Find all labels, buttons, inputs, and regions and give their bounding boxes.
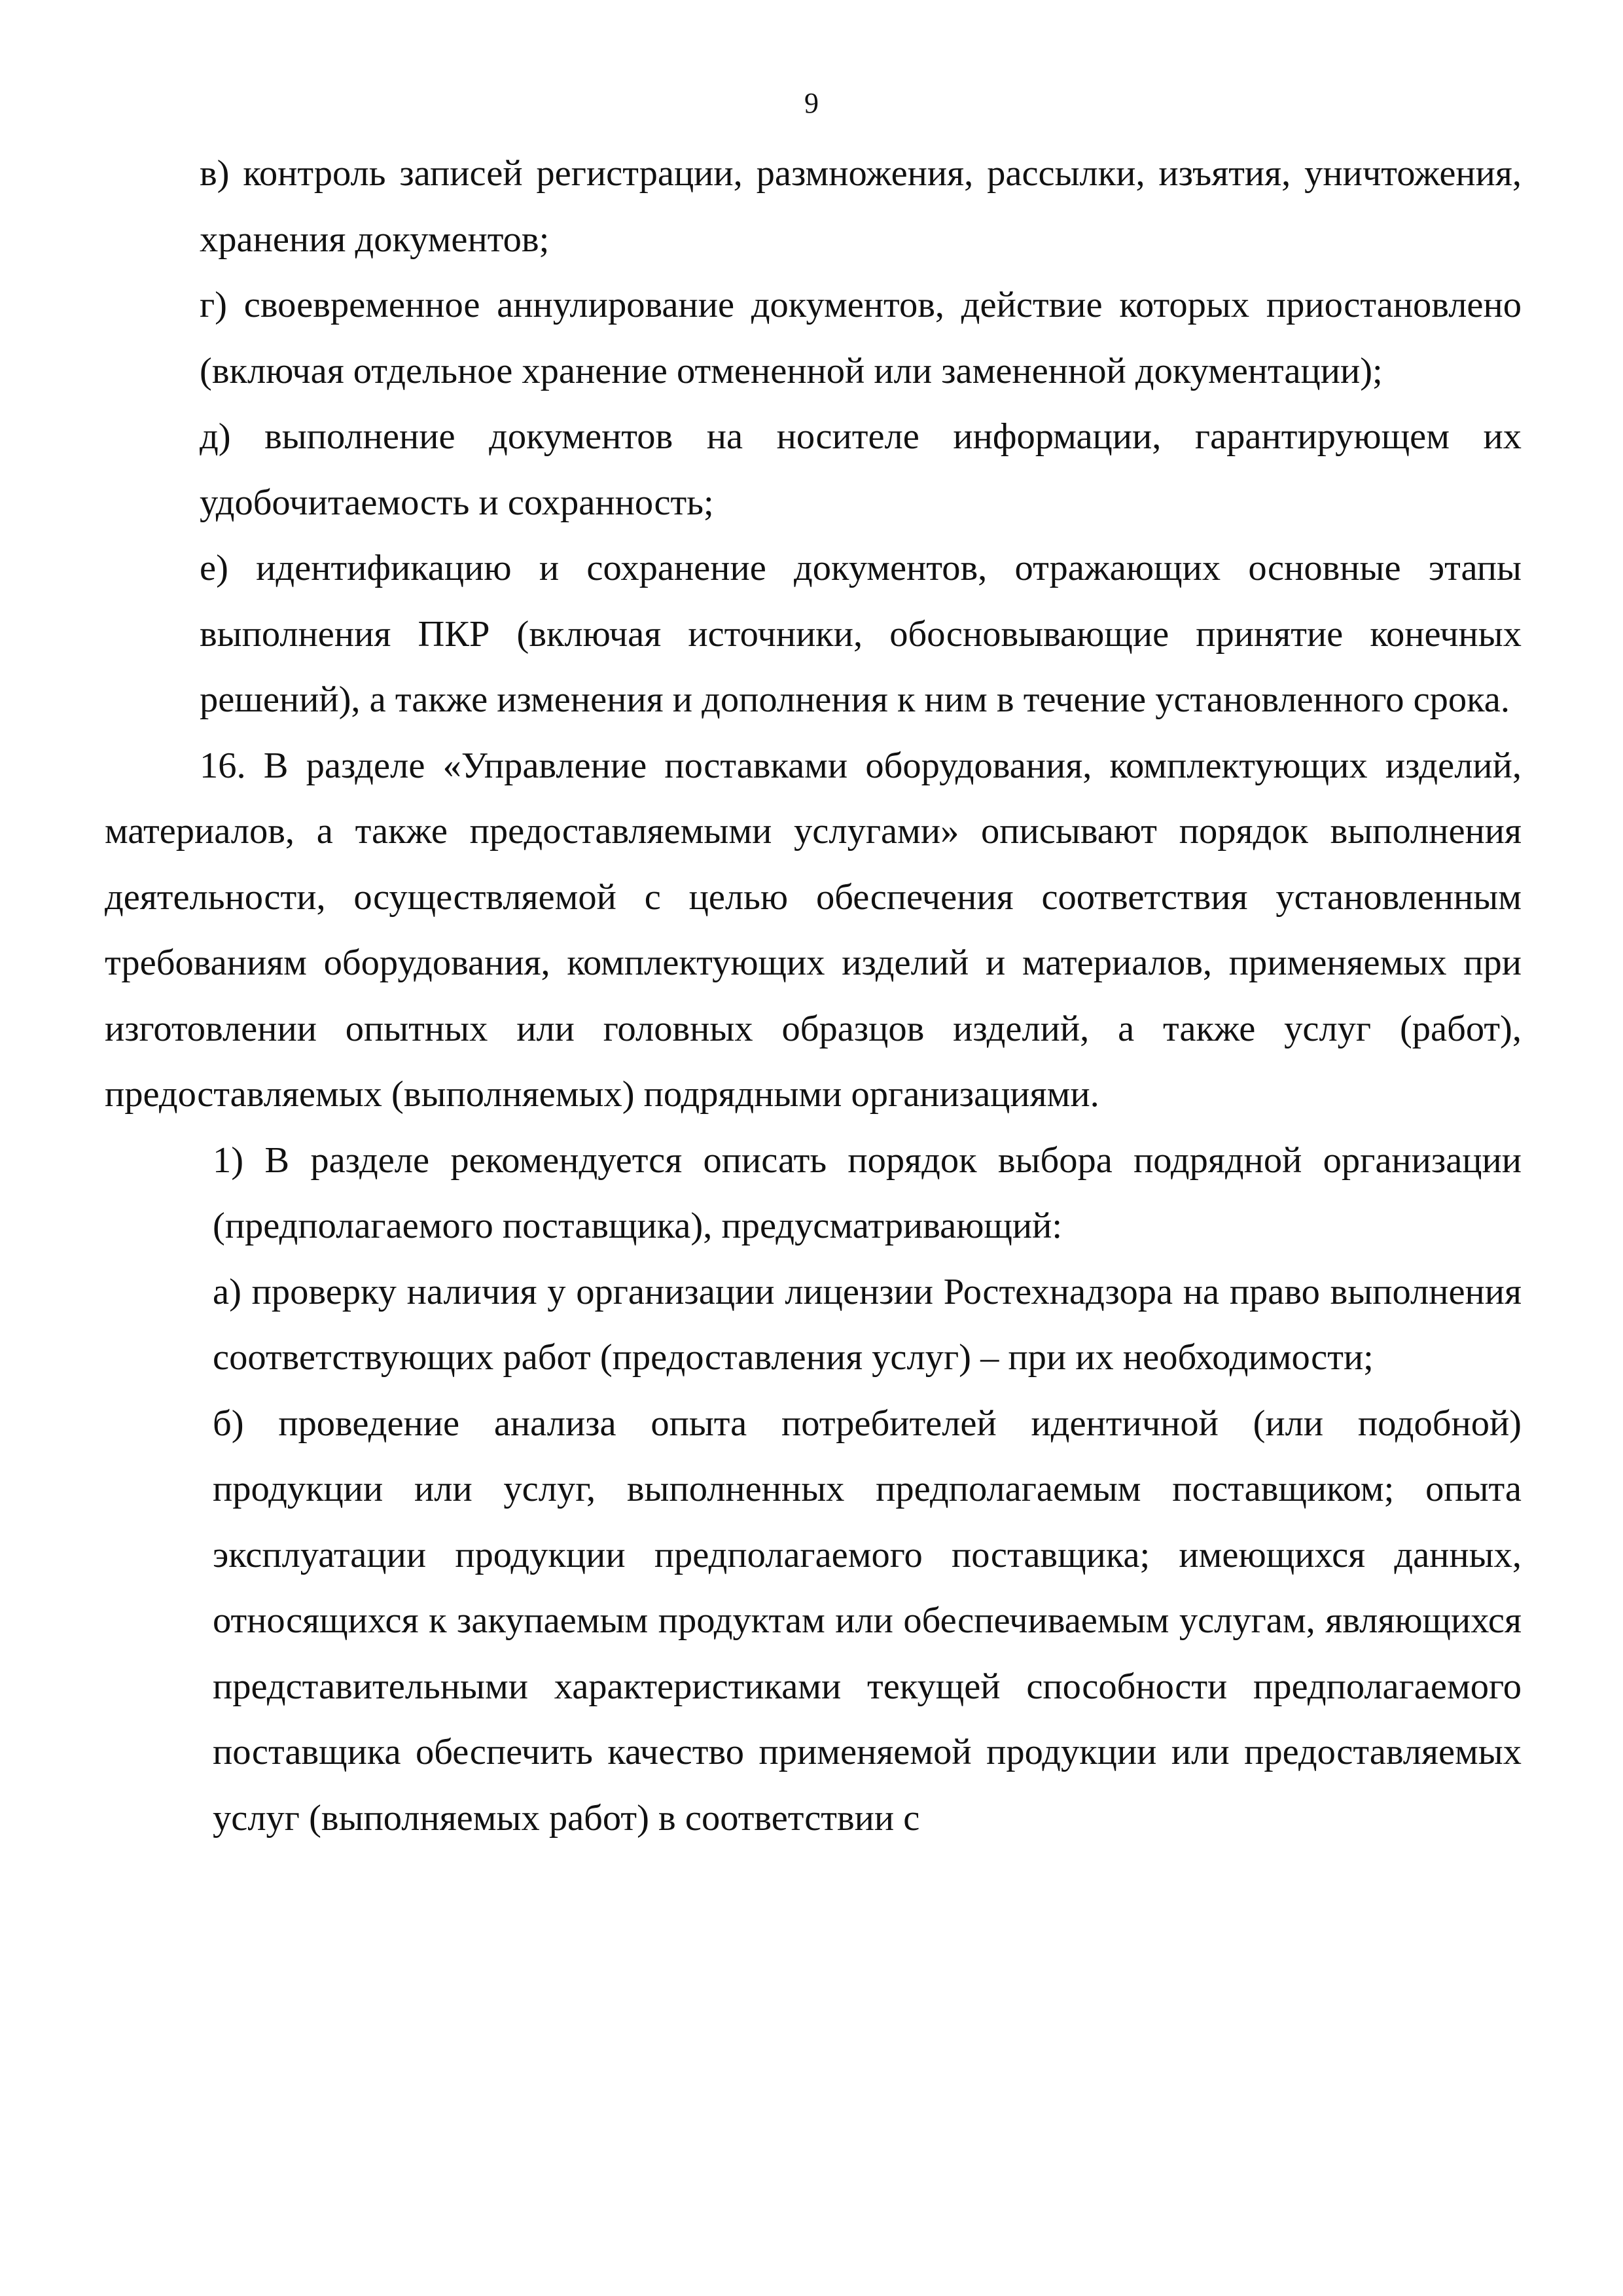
list-item-v: в) контроль записей регистрации, размножения, рассылки, изъятия, уничтожения, хранения документов;	[200, 153, 1522, 260]
document-body	[105, 141, 1522, 1851]
subsection-1-paragraph: 1) В разделе рекомендуется описать порядок выбора подрядной организации (предполагаемого поставщика), предусматривающий:	[213, 1139, 1522, 1246]
page-number: 9	[804, 87, 819, 119]
list-item-g: г) своевременное аннулирование документов, действие которых приостановлено (включая отдельное хранение отмененной или замененной документации);	[200, 285, 1522, 391]
section-16-paragraph: 16. В разделе «Управление поставками оборудования, комплектующих изделий, материалов, а также предоставляемыми услугами» описывают порядок выполнения деятельности, осуществляемой с целью обеспечения соответствия установленным требованиям оборудования, комплектующих изделий и материалов, применяемых при изготовлении опытных или головных образцов изделий, а также услуг (работ), предоставляемых (выполняемых) подрядными организациями.	[105, 745, 1522, 1115]
list-item-e: е) идентификацию и сохранение документов, отражающих основные этапы выполнения ПКР (включая источники, обосновывающие принятие конечных решений), а также изменения и дополнения к ним в течение установленного срока.	[200, 548, 1522, 720]
list-item-a: а) проверку наличия у организации лицензии Ростехнадзора на право выполнения соответствующих работ (предоставления услуг) – при их необходимости;	[213, 1271, 1522, 1378]
list-item-b: б) проведение анализа опыта потребителей идентичной (или подобной) продукции или услуг, выполненных предполагаемым поставщиком; опыта эксплуатации продукции предполагаемого поставщика; имеющихся данных, относящихся к закупаемым продуктам или обеспечиваемым услугам, являющихся представительными характеристиками текущей способности предполагаемого поставщика обеспечить качество применяемой продукции или предоставляемых услуг (выполняемых работ) в соответствии с	[213, 1403, 1522, 1839]
list-item-d: д) выполнение документов на носителе информации, гарантирующем их удобочитаемость и сохранность;	[200, 416, 1522, 523]
